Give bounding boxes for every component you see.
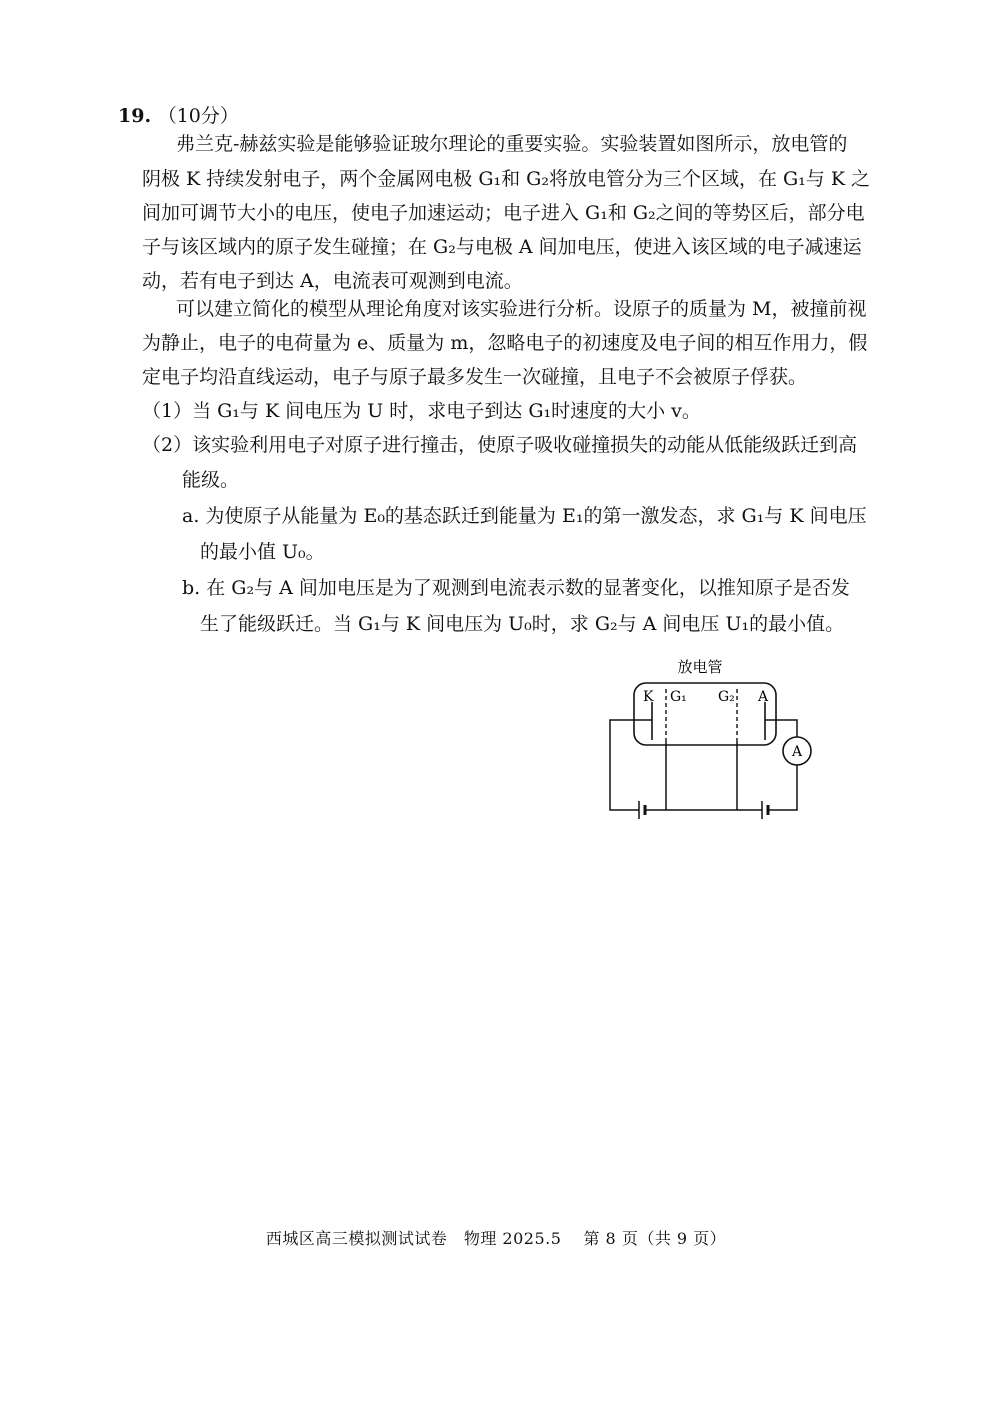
part-2b-line: 生了能级跃迁。当 G₁与 K 间电压为 U₀时，求 G₂与 A 间电压 U₁的最小值。: [200, 613, 845, 635]
intro-line: 子与该区域内的原子发生碰撞；在 G₂与电极 A 间加电压，使进入该区域的电子减速运: [142, 236, 862, 258]
label-a: A: [758, 689, 769, 705]
label-k: K: [643, 689, 654, 705]
part-2a-line: 的最小值 U₀。: [200, 541, 325, 563]
part-2b-line: b. 在 G₂与 A 间加电压是为了观测到电流表示数的显著变化，以推知原子是否发: [182, 577, 850, 599]
page-footer: 西城区高三模拟测试试卷 物理 2025.5 第 8 页（共 9 页）: [265, 1229, 727, 1248]
discharge-tube: [634, 683, 776, 745]
diagram-title: 放电管: [677, 658, 723, 676]
model-line: 为静止，电子的电荷量为 e、质量为 m，忽略电子的初速度及电子间的相互作用力，假: [142, 332, 868, 354]
intro-line: 弗兰克-赫兹实验是能够验证玻尔理论的重要实验。实验装置如图所示，放电管的: [176, 133, 848, 155]
intro-line: 动，若有电子到达 A，电流表可观测到电流。: [142, 270, 523, 292]
model-line: 可以建立简化的模型从理论角度对该实验进行分析。设原子的质量为 M，被撞前视: [176, 298, 867, 320]
wire-anode: [765, 720, 797, 737]
part-2a-line: a. 为使原子从能量为 E₀的基态跃迁到能量为 E₁的第一激发态，求 G₁与 K 间电压: [182, 505, 867, 527]
label-g1: G₁: [670, 689, 687, 705]
wire-right: [768, 765, 797, 810]
intro-line: 阴极 K 持续发射电子，两个金属网电极 G₁和 G₂将放电管分为三个区域，在 G₁与 K 之: [142, 168, 871, 190]
part-2-line: 能级。: [182, 469, 240, 491]
discharge-tube-circuit-diagram: [600, 652, 840, 834]
part-2-line: （2）该实验利用电子对原子进行撞击，使原子吸收碰撞损失的动能从低能级跃迁到高: [142, 434, 858, 456]
question-number: 19. （10分）: [118, 105, 239, 127]
intro-line: 间加可调节大小的电压，使电子加速运动；电子进入 G₁和 G₂之间的等势区后，部分电: [142, 202, 865, 224]
model-line: 定电子均沿直线运动，电子与原子最多发生一次碰撞，且电子不会被原子俘获。: [142, 366, 808, 388]
ammeter-label: A: [791, 744, 803, 760]
wire-left: [610, 720, 652, 810]
part-1: （1）当 G₁与 K 间电压为 U 时，求电子到达 G₁时速度的大小 v。: [142, 400, 701, 422]
label-g2: G₂: [718, 689, 735, 705]
